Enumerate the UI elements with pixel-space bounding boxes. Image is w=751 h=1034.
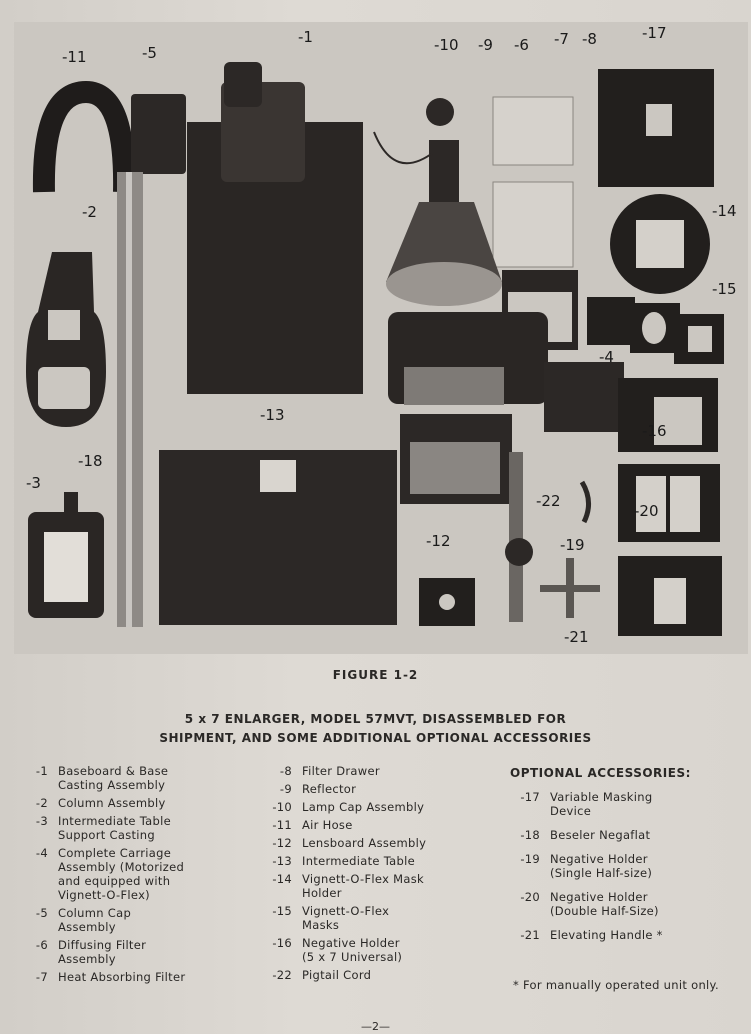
part-number: -17 xyxy=(520,790,540,804)
caption-line-2: SHIPMENT, AND SOME ADDITIONAL OPTIONAL ACCESSORIES xyxy=(159,731,592,745)
list-item xyxy=(262,764,502,778)
part-number: -9 xyxy=(279,782,292,796)
part-description: Column Assembly xyxy=(58,796,166,810)
part-number: -15 xyxy=(272,904,292,918)
callout-19: -19 xyxy=(560,536,585,554)
part-description: Variable Masking Device xyxy=(550,790,653,818)
list-item xyxy=(262,936,502,964)
part-number: -12 xyxy=(272,836,292,850)
list-item xyxy=(262,872,502,900)
part-number: -4 xyxy=(35,846,48,860)
part-description: Column Cap Assembly xyxy=(58,906,132,934)
part-number: -7 xyxy=(35,970,48,984)
figure-photo xyxy=(14,22,748,654)
part-number: -16 xyxy=(272,936,292,950)
part-number: -10 xyxy=(272,800,292,814)
optional-accessories-heading: OPTIONAL ACCESSORIES: xyxy=(510,766,691,780)
part-description: Heat Absorbing Filter xyxy=(58,970,186,984)
list-item xyxy=(510,790,745,818)
callout-20: -20 xyxy=(634,502,659,520)
optional-accessories-list xyxy=(510,766,745,952)
part-description: Elevating Handle * xyxy=(550,928,663,942)
callout-10: -10 xyxy=(434,36,459,54)
list-item xyxy=(262,854,502,868)
callout-15: -15 xyxy=(712,280,737,298)
callout-13: -13 xyxy=(260,406,285,424)
part-description: Intermediate Table xyxy=(302,854,415,868)
part-description: Vignett-O-Flex Masks xyxy=(302,904,390,932)
column-cap xyxy=(131,94,186,174)
list-item xyxy=(262,800,502,814)
callout-6: -6 xyxy=(514,36,529,54)
list-item xyxy=(510,890,745,918)
part-description: Filter Drawer xyxy=(302,764,380,778)
heat-absorbing-filter xyxy=(493,182,573,267)
mask-1 xyxy=(587,297,635,345)
part-description: Pigtail Cord xyxy=(302,968,372,982)
callout-22: -22 xyxy=(536,492,561,510)
part-number: -19 xyxy=(520,852,540,866)
enlarger-parts-illustration xyxy=(14,22,748,654)
part-number: -2 xyxy=(35,796,48,810)
part-description: Negative Holder (Single Half-size) xyxy=(550,852,653,880)
callout-18: -18 xyxy=(78,452,103,470)
part-description: Vignett-O-Flex Mask Holder xyxy=(302,872,424,900)
page-number: —2— xyxy=(361,1020,390,1033)
part-description: Negative Holder (Double Half-Size) xyxy=(550,890,659,918)
diffusing-filter xyxy=(493,97,573,165)
list-item xyxy=(262,818,502,832)
part-number: -6 xyxy=(35,938,48,952)
callout-3: -3 xyxy=(26,474,41,492)
callout-12: -12 xyxy=(426,532,451,550)
callout-5: -5 xyxy=(142,44,157,62)
part-description: Lensboard Assembly xyxy=(302,836,427,850)
callout-14: -14 xyxy=(712,202,737,220)
part-number: -22 xyxy=(272,968,292,982)
part-number: -1 xyxy=(35,764,48,778)
parts-list-column-1 xyxy=(18,764,258,988)
list-item xyxy=(262,782,502,796)
callout-7: -7 xyxy=(554,30,569,48)
list-item xyxy=(510,928,745,942)
figure-title: FIGURE 1-2 xyxy=(332,668,419,682)
callout-16: -16 xyxy=(642,422,667,440)
list-item xyxy=(18,796,258,810)
part-description: Intermediate Table Support Casting xyxy=(58,814,171,842)
callout-9: -9 xyxy=(478,36,493,54)
part-number: -3 xyxy=(35,814,48,828)
callout-17: -17 xyxy=(642,24,667,42)
part-description: Air Hose xyxy=(302,818,353,832)
part-number: -5 xyxy=(35,906,48,920)
list-item xyxy=(18,814,258,842)
callout-8: -8 xyxy=(582,30,597,48)
part-description: Lamp Cap Assembly xyxy=(302,800,425,814)
list-item xyxy=(510,852,745,880)
list-item xyxy=(18,846,258,902)
list-item xyxy=(262,904,502,932)
callout-1: -1 xyxy=(298,28,313,46)
list-item xyxy=(18,906,258,934)
part-number: -18 xyxy=(520,828,540,842)
part-number: -13 xyxy=(272,854,292,868)
footnote: * For manually operated unit only. xyxy=(513,978,719,992)
list-item xyxy=(262,968,502,982)
part-description: Beseler Negaflat xyxy=(550,828,651,842)
list-item xyxy=(18,764,258,792)
list-item xyxy=(18,938,258,966)
part-number: -14 xyxy=(272,872,292,886)
parts-list-column-2 xyxy=(262,764,502,986)
list-item xyxy=(18,970,258,984)
callout-2: -2 xyxy=(82,203,97,221)
part-number: -20 xyxy=(520,890,540,904)
list-item xyxy=(262,836,502,850)
part-number: -8 xyxy=(279,764,292,778)
part-description: Negative Holder (5 x 7 Universal) xyxy=(302,936,403,964)
part-description: Reflector xyxy=(302,782,357,796)
callout-21: -21 xyxy=(564,628,589,646)
part-description: Baseboard & Base Casting Assembly xyxy=(58,764,169,792)
list-item xyxy=(510,828,745,842)
part-description: Diffusing Filter Assembly xyxy=(58,938,147,966)
part-number: -21 xyxy=(520,928,540,942)
callout-11: -11 xyxy=(62,48,87,66)
caption-line-1: 5 x 7 ENLARGER, MODEL 57MVT, DISASSEMBLED FOR xyxy=(184,712,567,726)
part-description: Complete Carriage Assembly (Motorized and equipped with Vignett-O-Flex) xyxy=(58,846,185,902)
lamp-cap xyxy=(426,98,454,126)
callout-4: -4 xyxy=(599,348,614,366)
part-number: -11 xyxy=(272,818,292,832)
